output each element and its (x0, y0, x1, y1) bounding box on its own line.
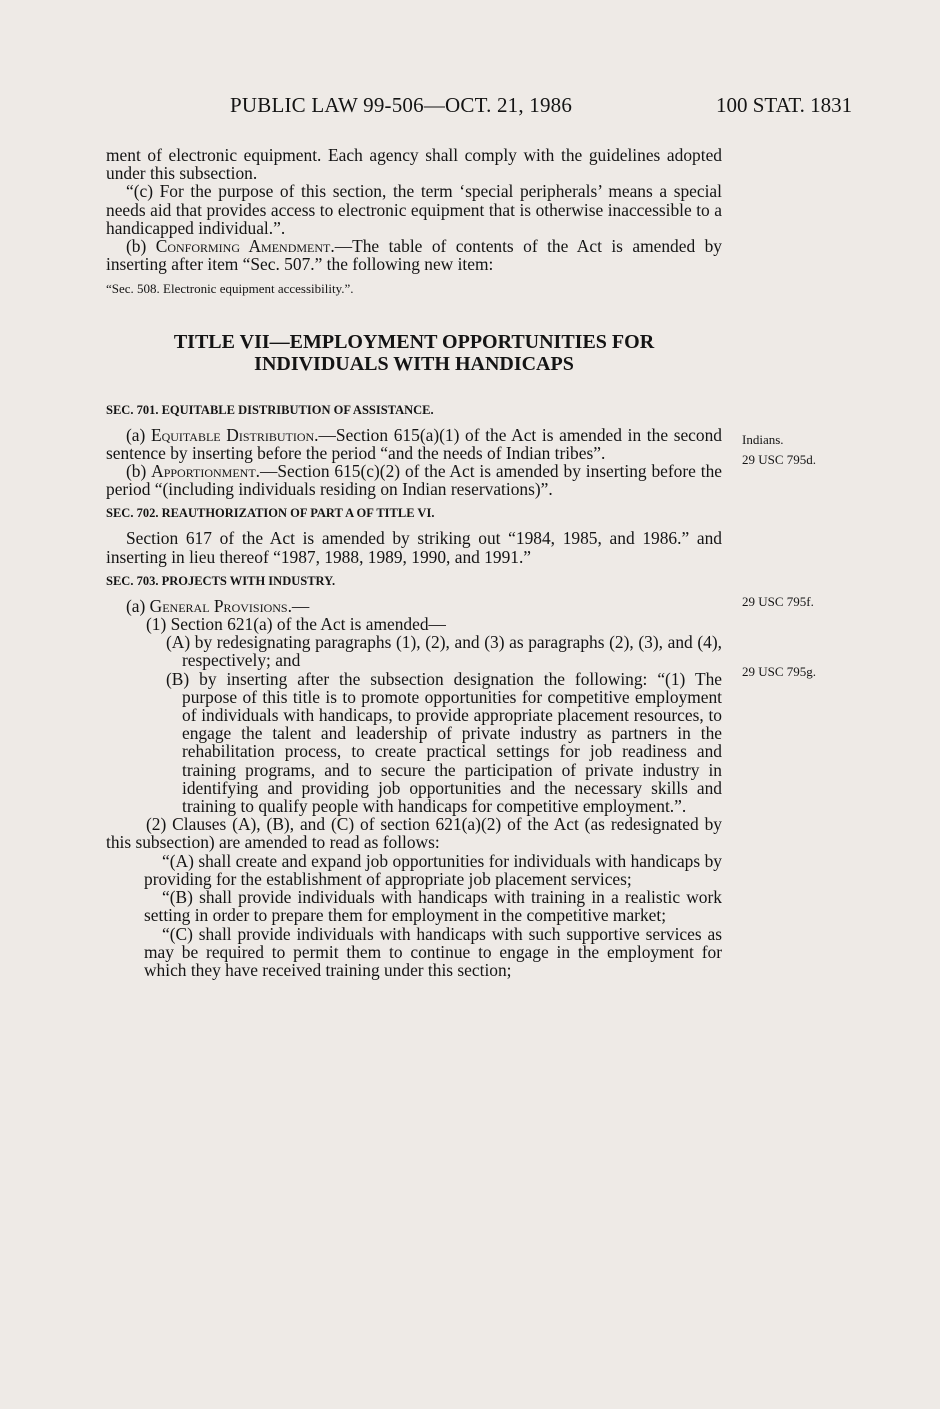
margin-note-indians: Indians. (742, 432, 784, 447)
toc-new-item: “Sec. 508. Electronic equipment accessibility.”. (106, 281, 354, 297)
paragraph-clause-2: (2) Clauses (A), (B), and (C) of section 621(a)(2) of the Act (as redesignated by this subsection) are amended to read as follows: (106, 814, 722, 853)
title-heading (106, 331, 722, 375)
paragraph-general-provisions (106, 597, 722, 615)
paragraph-text: —Section 615(a)(1) of the Act is amended in the second sentence by inserting before the period “and the needs of Indian tribes”. (106, 424, 722, 463)
paragraph-reauthorization: Section 617 of the Act is amended by striking out “1984, 1985, and 1986.” and inserting in lieu thereof “1987, 1988, 1989, 1990, and 1991.” (106, 528, 722, 567)
paragraph-text: — (291, 595, 310, 616)
paragraph-heading: Apportionment. (151, 461, 260, 482)
paragraph-conforming-amendment (106, 237, 722, 273)
paragraph-marker: (a) (126, 595, 150, 616)
margin-note-usc-795g: 29 USC 795g. (742, 664, 817, 679)
paragraph-text: —Section 615(c)(2) of the Act is amended by inserting before the period “(including individuals residing on Indian reservations)”. (106, 461, 722, 500)
section-heading-703: SEC. 703. PROJECTS WITH INDUSTRY. (106, 573, 336, 588)
paragraph-quoted-b: “(B) shall provide individuals with handicaps with training in a realistic work setting in order to prepare them for employment in the competitive market; (144, 887, 722, 926)
title-line-1: TITLE VII—EMPLOYMENT OPPORTUNITIES FOR (173, 330, 655, 353)
paragraph-marker: (b) (126, 236, 156, 257)
paragraph-text: —The table of contents of the Act is amended by inserting after item “Sec. 507.” the following new item: (106, 236, 722, 275)
paragraph-quoted-a: “(A) shall create and expand job opportunities for individuals with handicaps by providing for the establishment of appropriate job placement services; (144, 850, 722, 889)
paragraph-apportionment (106, 462, 722, 498)
running-header-title: PUBLIC LAW 99-506—OCT. 21, 1986 (230, 93, 573, 117)
running-header-stat-page: 100 STAT. 1831 (716, 93, 853, 117)
paragraph-definition-c: “(c) For the purpose of this section, the term ‘special peripherals’ means a special needs aid that provides access to electronic equipment that is otherwise inaccessible to a handicapped individual.”. (106, 181, 722, 238)
margin-note-usc-795d: 29 USC 795d. (742, 452, 817, 467)
paragraph-quoted-c: “(C) shall provide individuals with handicaps with such supportive services as may be required to permit them to continue to engage in the employment for which they have received training under this section; (144, 923, 722, 980)
paragraph-subclause-a: (A) by redesignating paragraphs (1), (2), and (3) as paragraphs (2), (3), and (4), respectively; and (166, 632, 722, 671)
section-heading-702: SEC. 702. REAUTHORIZATION OF PART A OF TITLE VI. (106, 506, 435, 521)
document-body (106, 146, 722, 979)
paragraph-marker: (b) (126, 461, 152, 482)
paragraph-marker: (a) (126, 424, 151, 445)
paragraph-clause-1: (1) Section 621(a) of the Act is amended— (146, 614, 446, 635)
title-line-2: INDIVIDUALS WITH HANDICAPS (254, 352, 574, 375)
paragraph-subclause-b: (B) by inserting after the subsection designation the following: “(1) The purpose of this title is to promote opportunities for competitive employment of individuals with handicaps, to provide appropriate placement resources, to engage the talent and leadership of private industry as partners in the rehabilitation process, to create practical settings for job readiness and training programs, and to secure the participation of private industry in identifying and providing job opportunities and the necessary skills and training to qualify people with handicaps for competitive employment.”. (166, 668, 722, 817)
paragraph-heading: Equitable Distribution. (150, 424, 319, 445)
paragraph-heading: General Provisions. (149, 595, 292, 616)
paragraph-heading: Conforming Amendment. (155, 236, 335, 257)
paragraph-equitable-distribution (106, 426, 722, 462)
section-heading-701: SEC. 701. EQUITABLE DISTRIBUTION OF ASSISTANCE. (106, 402, 434, 417)
margin-note-usc-795f: 29 USC 795f. (742, 594, 814, 609)
paragraph-continued: ment of electronic equipment. Each agency shall comply with the guidelines adopted under this subsection. (106, 145, 722, 184)
